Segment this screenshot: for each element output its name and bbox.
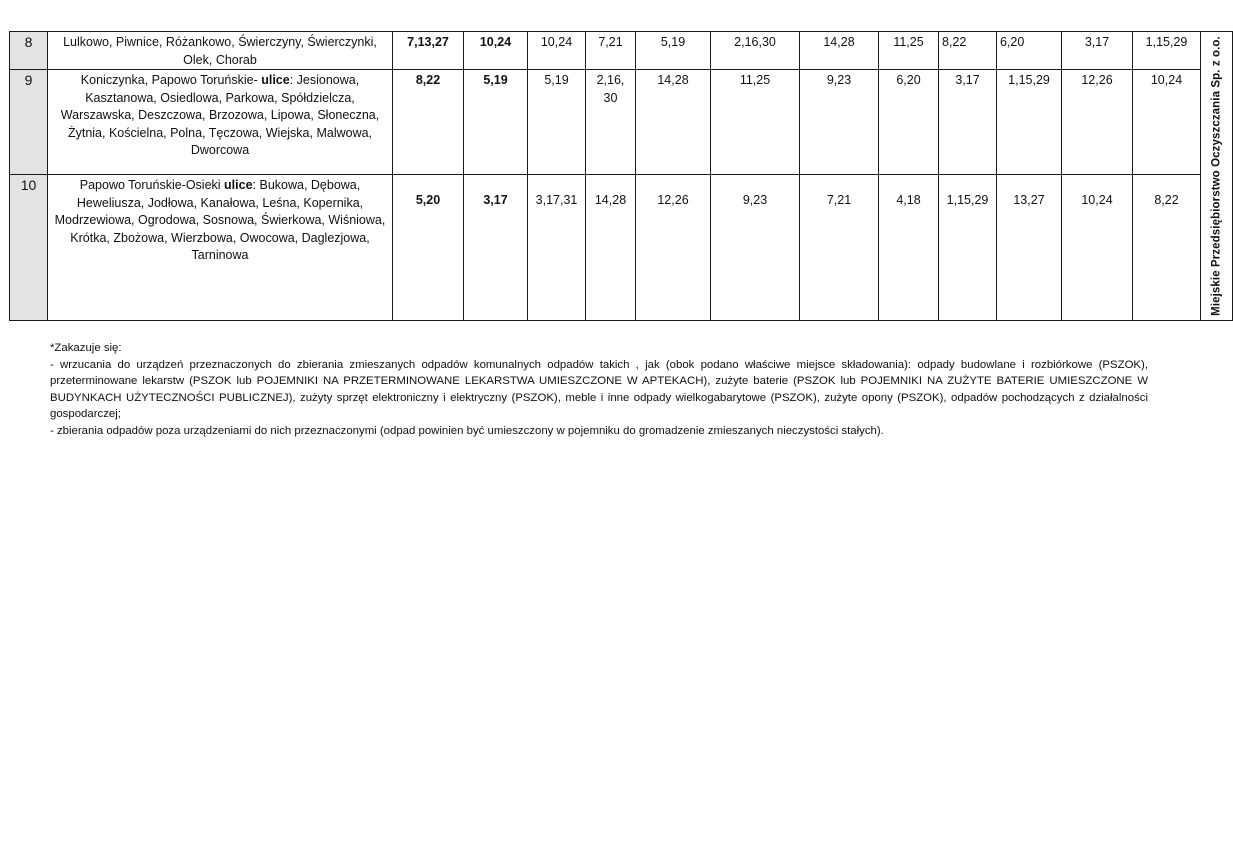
date-cell: 9,23 bbox=[800, 70, 879, 175]
date-cell: 2,16,30 bbox=[711, 32, 800, 70]
date-cell: 7,13,27 bbox=[393, 32, 464, 70]
notes-section bbox=[50, 340, 1148, 439]
date-cell: 3,17,31 bbox=[528, 175, 586, 321]
date-cell: 1,15,29 bbox=[997, 70, 1062, 175]
date-cell: 10,24 bbox=[1062, 175, 1133, 321]
notes-title: *Zakazuje się: bbox=[50, 342, 122, 354]
row-number: 10 bbox=[10, 175, 48, 321]
date-cell: 10,24 bbox=[1133, 70, 1201, 175]
date-cell: 14,28 bbox=[586, 175, 636, 321]
date-cell: 13,27 bbox=[997, 175, 1062, 321]
table-row bbox=[10, 175, 1233, 321]
date-cell: 7,21 bbox=[800, 175, 879, 321]
date-cell: 6,20 bbox=[879, 70, 939, 175]
date-cell: 9,23 bbox=[711, 175, 800, 321]
area-cell bbox=[48, 175, 393, 321]
row-number: 8 bbox=[10, 32, 48, 70]
notes-item: - zbierania odpadów poza urządzeniami do nich przeznaczonymi (odpad powinien być umieszczony w pojemniku do gromadzenie zmieszanych nieczystości stałych). bbox=[50, 424, 884, 437]
date-cell: 14,28 bbox=[800, 32, 879, 70]
area-streets: : Jesionowa, Kasztanowa, Osiedlowa, Parkowa, Spółdzielcza, Warszawska, Deszczowa, Brzozowa, Lipowa, Słoneczna, Żytnia, Kościelna, Polna, Tęczowa, Wiejska, Malwowa, Dworcowa bbox=[60, 73, 380, 157]
date-cell: 3,17 bbox=[464, 175, 528, 321]
schedule-table bbox=[9, 31, 1233, 321]
date-cell: 1,15,29 bbox=[939, 175, 997, 321]
table-row bbox=[10, 70, 1233, 175]
date-cell: 8,22 bbox=[393, 70, 464, 175]
area-text: Papowo Toruńskie-Osieki bbox=[79, 178, 225, 192]
date-cell: 11,25 bbox=[879, 32, 939, 70]
date-cell: 11,25 bbox=[711, 70, 800, 175]
notes-item: - wrzucania do urządzeń przeznaczonych do zbierania zmieszanych odpadów komunalnych odpadów takich , jak (obok podano właściwe miejsce składowania): odpady budowlane i rozbiórkowe (PSZOK), przeterminowane lekarstw (PSZOK lub POJEMNIKI NA PRZETERMINOWANE LEKARSTWA UMIESZCZONE W APTEKACH), zużyte baterie (PSZOK lub POJEMNIKI NA ZUŻYTE BATERIE UMIESZCZONE W BUDYNKACH UŻYTECZNOŚCI PUBLICZNEJ), zużyty sprzęt elektroniczny i elektryczny (PSZOK), meble i inne odpady wielkogabarytowe (PSZOK), zużyte opony (PSZOK), odpadów pochodzących z działalności gospodarczej; bbox=[50, 358, 1148, 420]
date-cell: 10,24 bbox=[464, 32, 528, 70]
date-cell: 8,22 bbox=[1133, 175, 1201, 321]
date-cell: 5,19 bbox=[636, 32, 711, 70]
date-cell: 5,20 bbox=[393, 175, 464, 321]
date-cell: 5,19 bbox=[464, 70, 528, 175]
date-cell: 2,16, 30 bbox=[586, 70, 636, 175]
date-cell: 1,15,29 bbox=[1133, 32, 1201, 70]
row-number: 9 bbox=[10, 70, 48, 175]
date-cell: 8,22 bbox=[939, 32, 997, 70]
date-cell: 4,18 bbox=[879, 175, 939, 321]
date-cell: 12,26 bbox=[636, 175, 711, 321]
area-cell: Lulkowo, Piwnice, Różankowo, Świerczyny, Świerczynki, Olek, Chorab bbox=[48, 32, 393, 70]
area-streets: : Bukowa, Dębowa, Heweliusza, Jodłowa, Kanałowa, Leśna, Kopernika, Modrzewiowa, Ogrodowa, Sosnowa, Świerkowa, Wiśniowa, Krótka, Zbożowa, Wierzbowa, Owocowa, Daglezjowa, Tarninowa bbox=[54, 178, 386, 262]
company-name: Miejskie Przedsiębiorstwo Oczyszczania Sp. z o.o. bbox=[1209, 36, 1222, 316]
table-row bbox=[10, 32, 1233, 70]
date-cell: 6,20 bbox=[997, 32, 1062, 70]
date-cell: 10,24 bbox=[528, 32, 586, 70]
date-cell: 14,28 bbox=[636, 70, 711, 175]
area-text: Koniczynka, Papowo Toruńskie- bbox=[80, 73, 262, 87]
streets-keyword: ulice bbox=[224, 178, 253, 192]
streets-keyword: ulice bbox=[261, 73, 290, 87]
date-cell: 3,17 bbox=[939, 70, 997, 175]
area-cell bbox=[48, 70, 393, 175]
date-cell: 3,17 bbox=[1062, 32, 1133, 70]
company-cell bbox=[1201, 32, 1233, 321]
date-cell: 7,21 bbox=[586, 32, 636, 70]
date-cell: 5,19 bbox=[528, 70, 586, 175]
date-cell: 12,26 bbox=[1062, 70, 1133, 175]
